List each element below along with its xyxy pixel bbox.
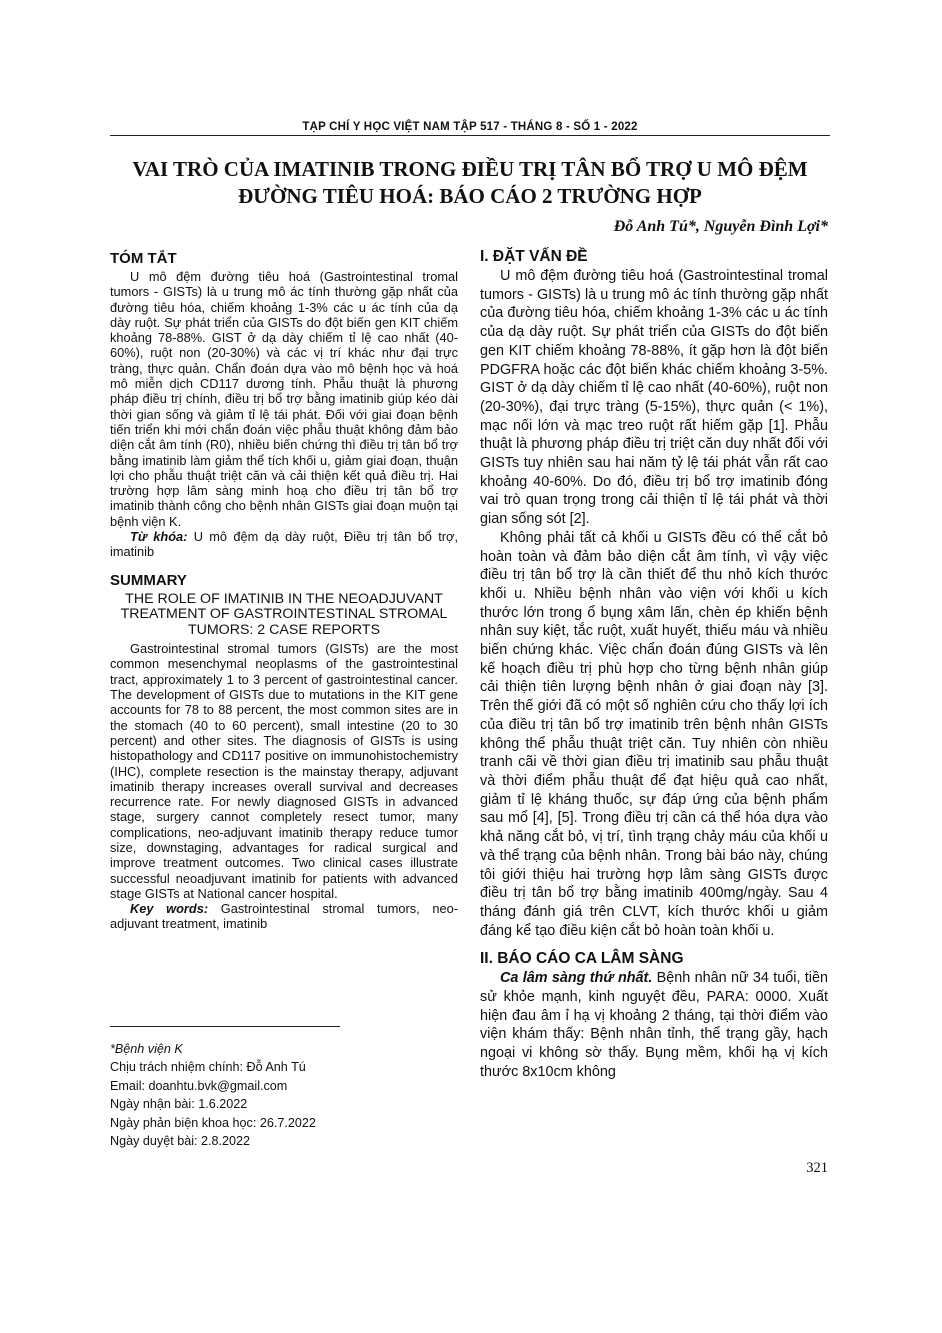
section1-paragraph-1: U mô đệm đường tiêu hoá (Gastrointestinal tromal tumors - GISTs) là u trung mô ác tính thường gặp nhất của đường tiêu hóa, chiếm khoảng 1-3% các u ác tính của dạ dày ruột. Sự phát triển của GISTs do đột biến gen KIT chiếm khoảng 78-88%, ít gặp hơn là đột biến PDGFRA hoặc các đột biến khác chiếm khoảng 3-5%. GIST ở dạ dày chiếm tỉ lệ cao nhất (40-60%), ruột non (20-30%), đại trực tràng (5-15%), thực quản (< 1%), mạc nối lớn và mạc treo ruột rất hiếm gặp [1]. Phẫu thuật là phương pháp điều trị triệt căn duy nhất đối với GISTs tuy nhiên sau hai năm tỷ lệ tái phát vẫn rất cao khoảng 40-60%. Do đó, điều trị bổ trợ imatinib đóng vai trò quan trọng trong cải thiện tỉ lệ tái phát và thời gian sống sót [2]. [480,268,828,528]
summary-keywords [110,901,458,932]
summary-body: Gastrointestinal stromal tumors (GISTs) are the most common mesenchymal neoplasms of the gastrointestinal tract, approximately 1 to 3 percent of gastrointestinal cancer. The development of GISTs due to mutations in the KIT gene accounts for 78 to 88 percent, the most common sites are in the stomach (40 to 60 percent), small intestine (20 to 30 percent) and other sites. The diagnosis of GISTs is using histopathology and CD117 positive on immunohistochemistry (IHC), complete resection is the mainstay therapy, adjuvant imatinib therapy increases overall survival and decreases recurrence rate. For newly diagnosed GISTs in advanced stage, surgery cannot completely resect tumor, many complications, neo-adjuvant imatinib therapy reduce tumor size, downstaging, advantages for radical surgical and improve treatment outcomes. Two clinical cases illustrate successful neoadjuvant imatinib for patients with advanced stage GISTs at National cancer hospital. [110,641,458,901]
keywords-vn: U mô đệm dạ dày ruột, Điều trị tân bổ trợ, imatinib [110,529,458,560]
keywords-label-vn: Từ khóa: [130,529,188,545]
keywords-label-en: Key words: [130,901,209,917]
article-title: VAI TRÒ CỦA IMATINIB TRONG ĐIỀU TRỊ TÂN BỔ TRỢ U MÔ ĐỆM ĐƯỜNG TIÊU HOÁ: BÁO CÁO 2 TRƯỜNG HỢP [132,157,808,208]
keywords-en: Gastrointestinal stromal tumors, neo-adjuvant treatment, imatinib [110,901,458,932]
footnote-corresponding: Chịu trách nhiệm chính: Đỗ Anh Tú [110,1060,306,1075]
abstract-vn-heading: TÓM TẮT [110,250,177,267]
summary-title: THE ROLE OF IMATINIB IN THE NEOADJUVANT TREATMENT OF GASTROINTESTINAL STROMAL TUMORS: 2 CASE REPORTS [120,590,448,638]
page-number: 321 [806,1160,828,1176]
summary-heading: SUMMARY [110,571,187,589]
section2-heading: II. BÁO CÁO CA LÂM SÀNG [480,950,684,968]
abstract-vn-keywords [110,529,458,560]
abstract-vn-body: U mô đệm đường tiêu hoá (Gastrointestinal tromal tumors - GISTs) là u trung mô ác tính thường gặp nhất của đường tiêu hóa, chiếm khoảng 1-3% các u ác tính của dạ dày ruột. Sự phát triển của GISTs do đột biến gen KIT chiếm khoảng 78-88%. GIST ở dạ dày chiếm tỉ lệ cao nhất (40-60%), ruột non (20-30%) và các vị trí khác như đại trực tràng, thực quản. Chẩn đoán dựa vào mô bệnh học và hoá mô miễn dịch CD117 dương tính. Phẫu thuật là phương pháp điều trị chính, điều trị bổ trợ bằng imatinib giúp kéo dài thời gian sống và giảm tỉ lệ tái phát. Đối với giai đoạn bệnh tiến triển khi mới chẩn đoán việc phẫu thuật không đảm bảo diện cắt âm tính (R0), nhiều biến chứng thì điều trị tân bổ trợ bằng imatinib làm giảm thể tích khối u, giảm giai đoạn, thuận lợi cho phẫu thuật triệt căn và cải thiện kết quả điều trị. Hai trường hợp lâm sàng minh hoạ cho điều trị tân bổ trợ imatinib thành công cho bệnh nhân GISTs giai đoạn muộn tại bệnh viện K. [110,269,458,529]
case-label: Ca lâm sàng thứ nhất. [500,970,653,987]
footnote-reviewed: Ngày phản biện khoa học: 26.7.2022 [110,1115,316,1130]
section2-paragraph-1 [480,969,828,1081]
journal-header: TẠP CHÍ Y HỌC VIỆT NAM TẬP 517 - THÁNG 8 - SỐ 1 - 2022 [302,121,638,133]
footnote-accepted: Ngày duyệt bài: 2.8.2022 [110,1134,251,1149]
case-text: Bệnh nhân nữ 34 tuổi, tiền sử khỏe mạnh, kinh nguyệt đều, PARA: 0000. Xuất hiện đau âm ỉ hạ vị khoảng 2 tháng, tại thời điểm vào viện khám thấy: Bệnh nhân tỉnh, thể trạng gầy, hạch ngoại vi không sờ thấy. Bụng mềm, khối hạ vị kích thước 8x10cm không [480,970,828,1080]
authors: Đỗ Anh Tú*, Nguyễn Đình Lợi* [613,218,828,235]
right-column [480,247,828,1082]
footnote-email: Email: doanhtu.bvk@gmail.com [110,1078,288,1093]
footnote-affiliation: *Bệnh viện K [110,1042,183,1056]
section1-paragraph-2: Không phải tất cả khối u GISTs đều có thể cắt bỏ hoàn toàn và đảm bảo diện cắt âm tính, vì vậy việc điều trị tân bổ trợ là cần thiết để thu nhỏ kích thước khối u. Nhiều bệnh nhân vào viện với khối u kích thước lớn trong ổ bụng xâm lấn, chèn ép khiến bệnh nhân suy kiệt, tắc ruột, xuất huyết, thiếu máu và nhiều biến chứng khác. Việc chẩn đoán đúng GISTs và lên kế hoạch điều trị phù hợp cho từng bệnh nhân giúp cải thiện tiên lượng bệnh nhân ở giai đoạn này [3]. Trên thế giới đã có một số nghiên cứu cho thấy lợi ích của điều trị tân bổ trợ imatinib trên bệnh nhân GISTs không thể phẫu thuật triệt căn. Tuy nhiên còn nhiều tranh cãi về thời gian điều trị imatinib sau phẫu thuật và thời điểm phẫu thuật để đạt hiệu quả cao nhất, giảm tỉ lệ kháng thuốc, sự đáp ứng của bệnh phẩm sau mổ [4], [5]. Trong điều trị cần cá thể hóa dựa vào khả năng cắt bỏ, vị trí, tình trạng chảy máu của khối u và thể trạng của bệnh nhân. Trong bài báo này, chúng tôi giới thiệu hai trường hợp lâm sàng GISTs được điều trị tân bổ trợ bằng imatinib 400mg/ngày. Sau 4 tháng đánh giá trên CLVT, kích thước khối u giảm đáng kể tạo điều kiện cắt bỏ hoàn toàn khối u. [480,529,828,939]
header-rule [110,135,830,136]
footnotes [110,1040,458,1150]
section1-heading: I. ĐẶT VẤN ĐỀ [480,248,588,265]
left-column [110,249,458,932]
footnote-received: Ngày nhận bài: 1.6.2022 [110,1097,248,1112]
footnote-rule [110,1026,340,1027]
